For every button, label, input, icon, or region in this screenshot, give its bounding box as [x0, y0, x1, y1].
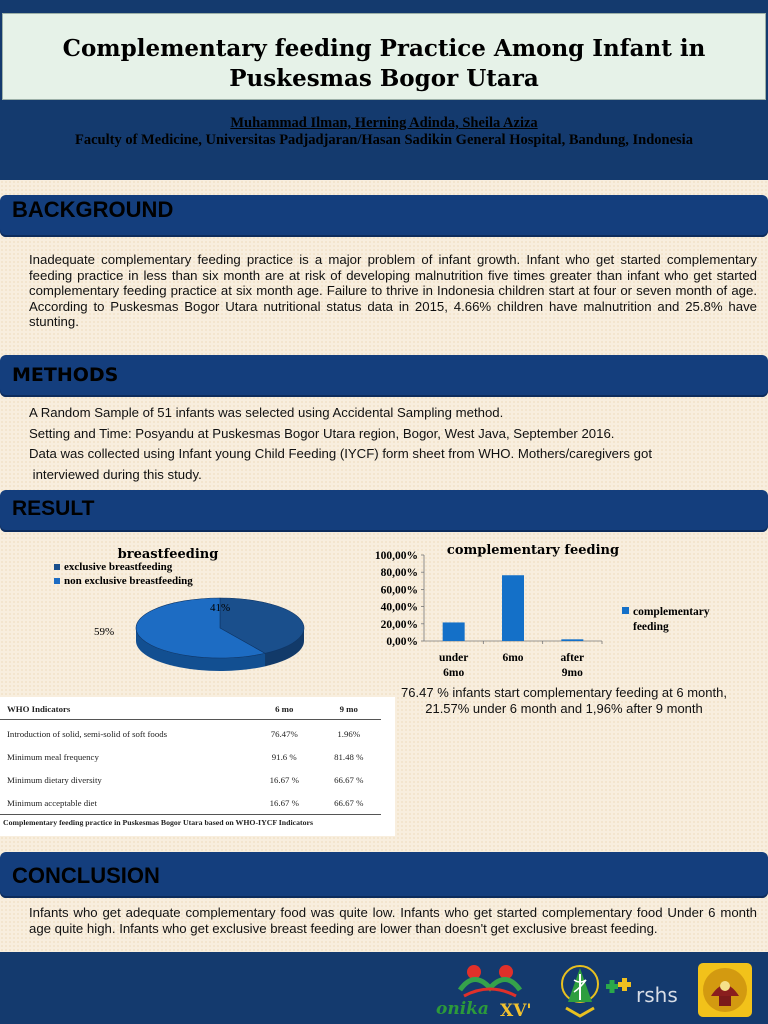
x-tick-label	[502, 652, 523, 664]
rshs-logo-text: rshs	[636, 983, 678, 1007]
x-tick-label-line: 6mo	[502, 652, 524, 664]
x-tick-label	[561, 652, 585, 679]
conclusion-banner	[0, 852, 768, 898]
table-cell: 91.6 %	[271, 751, 297, 762]
methods-item: A Random Sample of 51 infants was selected using Accidental Sampling method.	[29, 405, 504, 420]
table-header-row	[0, 697, 381, 720]
x-tick-label-line: after	[560, 652, 585, 664]
onika-logo-suffix: XV'	[500, 1001, 532, 1021]
table-cell: Introduction of solid, semi-solid of soft foods	[7, 728, 168, 739]
y-tick-label: 100,00%	[374, 550, 418, 562]
table-cell: 1.96%	[337, 728, 361, 739]
title-line-2: Puskesmas Bogor Utara	[229, 65, 539, 92]
rshs-logo	[604, 970, 690, 1010]
methods-item: interviewed during this study.	[29, 466, 202, 482]
bar-chart-caption	[374, 685, 754, 716]
table-header-6mo: 6 mo	[252, 697, 317, 720]
background-banner	[0, 195, 768, 237]
bar-legend-line1: complementary	[633, 606, 710, 618]
table-cell: 66.67 %	[317, 791, 382, 815]
table-cell: Minimum acceptable diet	[0, 791, 252, 815]
bar-caption-line2: 21.57% under 6 month and 1,96% after 9 month	[425, 700, 703, 716]
methods-item: Setting and Time: Posyandu at Puskesmas Bogor Utara region, Bogor, West Java, September 2016.	[29, 425, 615, 441]
table-row	[0, 720, 381, 746]
table-cell: 76.47%	[270, 728, 298, 739]
poster-footer	[0, 952, 768, 1024]
x-tick-label-line: under	[438, 652, 469, 664]
breastfeeding-pie-chart	[52, 543, 322, 683]
table-row	[0, 791, 381, 815]
pie-label-non-exclusive: 59%	[94, 626, 115, 638]
unpad-seal-icon	[697, 962, 753, 1018]
who-table-panel	[0, 697, 395, 836]
author-block	[0, 115, 768, 149]
table-cell: 16.67 %	[269, 774, 299, 785]
poster-header	[0, 0, 768, 180]
table-row	[0, 745, 381, 768]
x-tick-label-line: 6mo	[443, 667, 465, 679]
table-caption: Complementary feeding practice in Puskesmas Bogor Utara based on WHO-IYCF Indicators	[3, 818, 313, 827]
x-tick-label	[439, 652, 468, 679]
table-cell: 16.67 %	[252, 791, 317, 815]
table-header-9mo: 9 mo	[317, 697, 382, 720]
bar-2	[561, 639, 583, 641]
pie-label-exclusive: 41%	[210, 602, 231, 614]
result-banner	[0, 490, 768, 532]
poster-title	[3, 34, 765, 94]
bar-chart-title: complementary feeding	[446, 543, 620, 558]
bar-caption-line1: 76.47 % infants start complementary feeding at 6 month,	[401, 685, 727, 700]
title-line-1: Complementary feeding Practice Among Infant in	[62, 35, 706, 62]
y-tick-label: 40,00%	[380, 601, 418, 614]
who-indicators-table	[0, 697, 381, 815]
title-box	[2, 13, 766, 100]
y-tick-label: 60,00%	[380, 584, 418, 597]
affiliation: Faculty of Medicine, Universitas Padjadjaran/Hasan Sadikin General Hospital, Bandung, Indonesia	[75, 132, 693, 148]
table-cell: 81.48 %	[334, 751, 364, 762]
table-cell: Minimum dietary diversity	[7, 774, 102, 785]
bar-1	[502, 575, 524, 641]
methods-list	[29, 403, 729, 485]
legend-exclusive: exclusive breastfeeding	[64, 561, 173, 573]
bar-axis	[375, 550, 602, 648]
author-names: Muhammad Ilman, Herning Adinda, Sheila Aziza	[230, 115, 538, 131]
table-row	[0, 768, 381, 791]
table-header-indicator: WHO Indicators	[0, 697, 252, 720]
y-tick-label: 20,00%	[380, 618, 418, 631]
conclusion-heading: CONCLUSION	[12, 863, 160, 888]
x-tick-label-line: 9mo	[561, 667, 583, 679]
y-tick-label: 0,00%	[386, 636, 418, 648]
table-cell: 66.67 %	[334, 774, 364, 785]
legend-swatch-exclusive	[54, 564, 60, 570]
background-text: Inadequate complementary feeding practice is a major problem of infant growth. Infant who get started complementary feeding practice in less than six month are at risk of developing malnutrition five times greater than infant who get started complementary feeding practice at six month age. Failure to thrive in Indonesia children start at four or seven month of age. According to Puskesmas Bogor Utara nutritional status data in 2015, 4.66% children have malnutrition and 25.8% have stunting.	[29, 252, 757, 330]
onika-logo	[430, 960, 550, 1022]
y-tick-label: 80,00%	[380, 567, 418, 580]
pie-title: breastfeeding	[117, 547, 219, 562]
bar-x-labels	[439, 652, 584, 679]
table-cell: Minimum meal frequency	[7, 751, 99, 762]
bar-legend-line2: feeding	[633, 621, 669, 633]
complementary-feeding-bar-chart	[358, 540, 768, 690]
legend-swatch-non-exclusive	[54, 578, 60, 584]
bar-legend-label	[633, 606, 713, 633]
legend-non-exclusive: non exclusive breastfeeding	[64, 575, 193, 587]
faculty-emblem-icon	[556, 962, 604, 1020]
conclusion-text: Infants who get adequate complementary food was quite low. Infants who get started complementary food Under 6 month age quite high. Infants who get exclusive breast feeding are lower than doesn't get exclusive breast feeding.	[29, 905, 757, 936]
result-heading: RESULT	[12, 497, 95, 520]
bar-marks	[443, 575, 584, 641]
bar-0	[443, 622, 465, 641]
onika-logo-text: onika	[436, 999, 489, 1019]
methods-heading: METHODS	[12, 364, 119, 386]
bar-legend-swatch	[622, 607, 629, 614]
methods-item: Data was collected using Infant young Child Feeding (IYCF) form sheet from WHO. Mothers/caregivers got	[29, 446, 652, 461]
background-heading: BACKGROUND	[12, 197, 174, 222]
methods-banner	[0, 355, 768, 397]
